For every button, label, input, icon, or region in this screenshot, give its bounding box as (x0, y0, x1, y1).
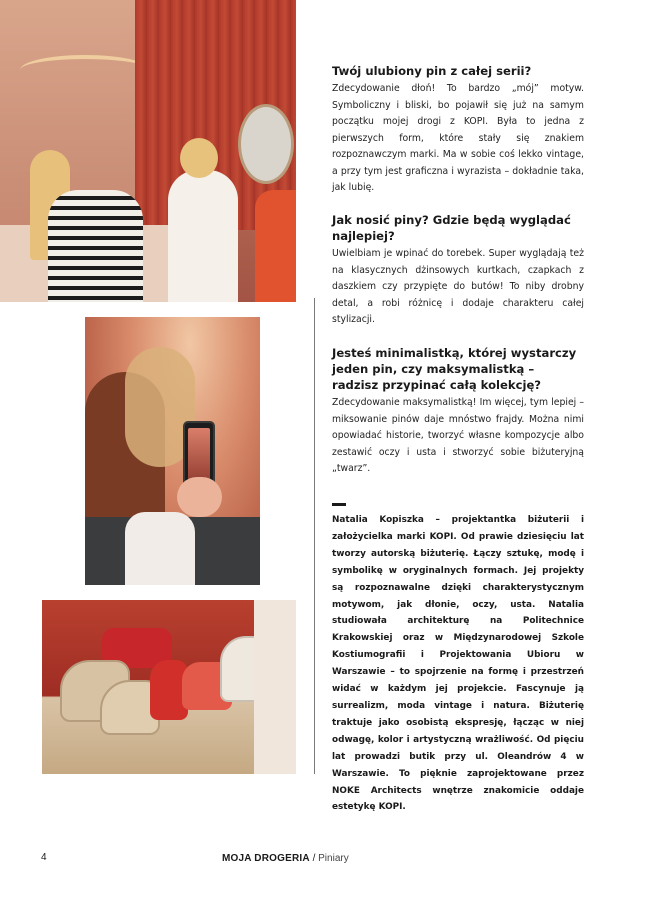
answer-text: Zdecydowanie dłoń! To bardzo „mój” motyw. Symboliczny i bliski, bo pojawił się już na samym początku mojej drogi z KOPI. Była to jedna z pierwszych form, które stały się znakiem rozpoznawczym marki. Ma w sobie coś lekko vintage, a przy tym jest graficzna i wyrazista – dokładnie taka, jak lubię. (332, 83, 584, 193)
white-dress-guest (168, 170, 238, 302)
section-name: Piniary (318, 853, 349, 864)
orange-panel (255, 190, 296, 302)
bio-text: Natalia Kopiszka – projektantka biżuterii i założycielka marki KOPI. Od prawie dziesięciu lat tworzy autorską biżuterię. Łączy sztukę, modę i symbolikę w oryginalnych formach. Jej projekty są rozpoznawalne dzięki charakterystycznym motywom, jak dłonie, oczy, usta. Natalia studiowała architekturę na Politechnice Krakowskiej oraz w Międzynarodowej Szkole Kostiumografii i Projektowania Ubioru w Warszawie – to spojrzenie na formę i przestrzeń widać w każdym jej projekcie. Fascynuje ją surrealizm, moda vintage i natura. Biżuterię traktuje jako osobistą ekspresję, łącząc w niej odwagę, kolor i artystyczną wrażliwość. Od pięciu lat prowadzi butik przy ul. Oleandrów 4 w Warszawie. To pięknie zaprojektowane przez NOKE Architects wnętrze znakomicie oddaje estetykę KOPI. (332, 515, 584, 813)
author-bio (332, 512, 584, 816)
column-divider (314, 298, 315, 774)
shoes-photo (42, 600, 296, 774)
question-heading: Jak nosić piny? Gdzie będą wyglądać najlepiej? (332, 213, 571, 243)
white-shirt (125, 512, 195, 585)
hand (177, 477, 222, 517)
page-number: 4 (41, 852, 47, 863)
magazine-name: MOJA DROGERIA (222, 853, 310, 864)
question-heading: Twój ulubiony pin z całej serii? (332, 64, 532, 78)
question-block-1 (332, 63, 584, 197)
question-block-2 (332, 212, 584, 329)
footer-brand (222, 853, 349, 864)
phone-photo (85, 317, 260, 585)
striped-shirt-guest (48, 190, 143, 302)
guest-hair (180, 138, 218, 178)
event-photo (0, 0, 296, 302)
answer-text: Uwielbiam je wpinać do torebek. Super wyglądają też na klasycznych dżinsowych kurtkach, czapkach z daszkiem czy przypięte do butów! To niby drobny detal, a robi różnicę i dodaje charakteru całej stylizacji. (332, 248, 584, 325)
answer-text: Zdecydowanie maksymalistką! Im więcej, tym lepiej – miksowanie pinów daje mnóstwo frajdy. Można nimi opowiadać historie, tworzyć własne kompozycje albo zestawić oczy i usta i stworzyć sobie biżuteryjną „twarz”. (332, 397, 584, 474)
round-mirror (238, 104, 294, 184)
question-heading: Jesteś minimalistką, której wystarczy jeden pin, czy maksymalistką – radzisz przypinać całą kolekcję? (332, 346, 577, 392)
footer-separator: / (309, 853, 319, 864)
blurred-person (254, 600, 296, 774)
wall-light (20, 55, 150, 85)
question-block-3 (332, 345, 584, 478)
bio-dash (332, 503, 346, 506)
